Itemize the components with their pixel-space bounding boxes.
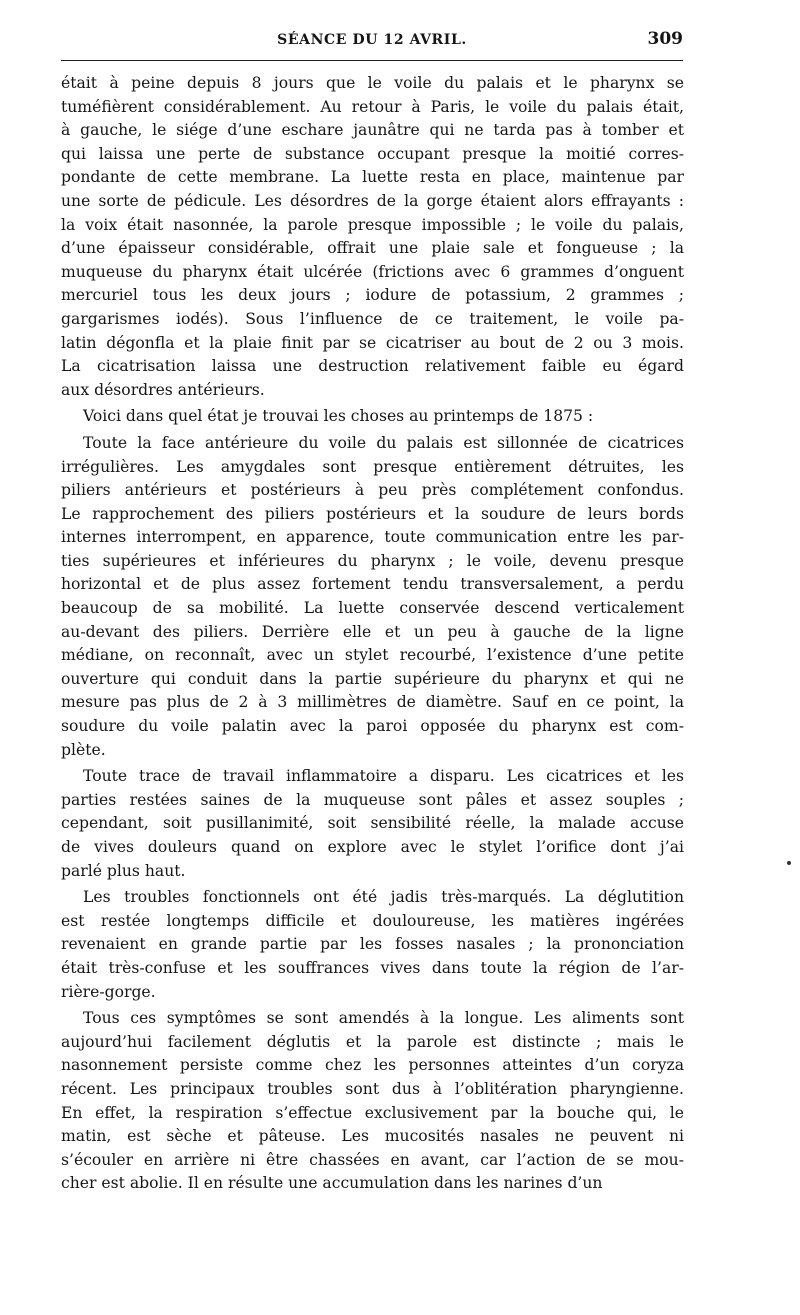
text-line: En effet, la respiration s’effectue exclusivement par la bouche qui, le [61, 1103, 684, 1122]
text-line: qui laissa une perte de substance occupant presque la moitié corres- [61, 144, 684, 163]
text-line: Le rapprochement des piliers postérieurs et la soudure de leurs bords [61, 504, 684, 523]
stray-mark [787, 861, 791, 865]
running-header [61, 26, 683, 61]
paragraph [61, 765, 684, 883]
text-line: Les troubles fonctionnels ont été jadis très-marqués. La déglutition [83, 888, 684, 907]
text-line: aux désordres antérieurs. [61, 380, 265, 399]
paragraph [61, 72, 684, 402]
text-line: à gauche, le siége d’une eschare jaunâtre qui ne tarda pas à tomber et [61, 121, 684, 140]
text-line: latin dégonfla et la plaie finit par se cicatriser au bout de 2 ou 3 mois. [61, 333, 684, 352]
text-line: irrégulières. Les amygdales sont presque entièrement détruites, les [61, 457, 684, 476]
text-line: une sorte de pédicule. Les désordres de la gorge étaient alors effrayants : [61, 191, 684, 210]
text-line: ouverture qui conduit dans la partie supérieure du pharynx et qui ne [61, 669, 684, 688]
text-line: la voix était nasonnée, la parole presque impossible ; le voile du palais, [61, 215, 684, 234]
paragraph [61, 432, 684, 762]
text-line: Voici dans quel état je trouvai les choses au printemps de 1875 : [83, 407, 594, 426]
text-line: Tous ces symptômes se sont amendés à la longue. Les aliments sont [83, 1009, 684, 1028]
text-line: était très-confuse et les souffrances vives dans toute la région de l’ar- [61, 958, 684, 977]
text-line: cher est abolie. Il en résulte une accumulation dans les narines d’un [61, 1174, 603, 1193]
text-line: parlé plus haut. [61, 861, 186, 880]
text-line: tuméfièrent considérablement. Au retour à Paris, le voile du palais était, [61, 97, 684, 116]
text-line: récent. Les principaux troubles sont dus à l’oblitération pharyngienne. [61, 1079, 684, 1098]
text-line: rière-gorge. [61, 982, 156, 1001]
text-line: mercuriel tous les deux jours ; iodure de potassium, 2 grammes ; [61, 286, 684, 305]
text-line: est restée longtemps difficile et douloureuse, les matières ingérées [61, 911, 684, 930]
running-title: SÉANCE DU 12 AVRIL. [277, 32, 467, 48]
text-line: d’une épaisseur considérable, offrait une plaie sale et fongueuse ; la [61, 239, 684, 258]
text-line: aujourd’hui facilement déglutis et la parole est distincte ; mais le [61, 1032, 684, 1051]
text-line: matin, est sèche et pâteuse. Les mucosités nasales ne peuvent ni [61, 1127, 684, 1146]
text-line: s’écouler en arrière ni être chassées en avant, car l’action de se mou- [61, 1150, 684, 1169]
text-line: La cicatrisation laissa une destruction relativement faible eu égard [61, 357, 684, 376]
paragraph [61, 886, 684, 1004]
text-line: de vives douleurs quand on explore avec le stylet l’orifice dont j’ai [61, 838, 684, 856]
text-line: horizontal et de plus assez fortement tendu transversalement, a perdu [61, 575, 684, 594]
text-line: pondante de cette membrane. La luette resta en place, maintenue par [61, 168, 684, 187]
page-number: 309 [647, 29, 683, 49]
text-line: au-devant des piliers. Derrière elle et un peu à gauche de la ligne [61, 622, 684, 641]
paragraph [61, 1007, 684, 1196]
text-line: beaucoup de sa mobilité. La luette conservée descend verticalement [61, 599, 684, 618]
text-line: cependant, soit pusillanimité, soit sensibilité réelle, la malade accuse [61, 814, 684, 833]
text-line: soudure du voile palatin avec la paroi opposée du pharynx est com- [61, 717, 684, 736]
text-line: parties restées saines de la muqueuse sont pâles et assez souples ; [61, 790, 684, 809]
text-line: muqueuse du pharynx était ulcérée (frictions avec 6 grammes d’onguent [61, 262, 684, 281]
text-line: médiane, on reconnaît, avec un stylet recourbé, l’existence d’une petite [61, 646, 684, 665]
text-line: mesure pas plus de 2 à 3 millimètres de diamètre. Sauf en ce point, la [61, 693, 684, 712]
text-line: Toute trace de travail inflammatoire a disparu. Les cicatrices et les [83, 767, 684, 786]
text-line: gargarismes iodés). Sous l’influence de ce traitement, le voile pa- [61, 309, 684, 328]
text-line: internes interrompent, en apparence, toute communication entre les par- [61, 528, 684, 547]
text-line: piliers antérieurs et postérieurs à peu près complétement confondus. [61, 481, 684, 500]
text-body [61, 72, 684, 1199]
text-line: Toute la face antérieure du voile du palais est sillonnée de cicatrices [83, 433, 684, 452]
text-line: plète. [61, 740, 106, 759]
text-line: nasonnement persiste comme chez les personnes atteintes d’un coryza [61, 1056, 684, 1075]
text-line: revenaient en grande partie par les fosses nasales ; la prononciation [61, 935, 684, 954]
text-line: ties supérieures et inférieures du pharynx ; le voile, devenu presque [61, 551, 684, 570]
text-line: était à peine depuis 8 jours que le voile du palais et le pharynx se [61, 74, 684, 92]
paragraph [61, 405, 684, 429]
